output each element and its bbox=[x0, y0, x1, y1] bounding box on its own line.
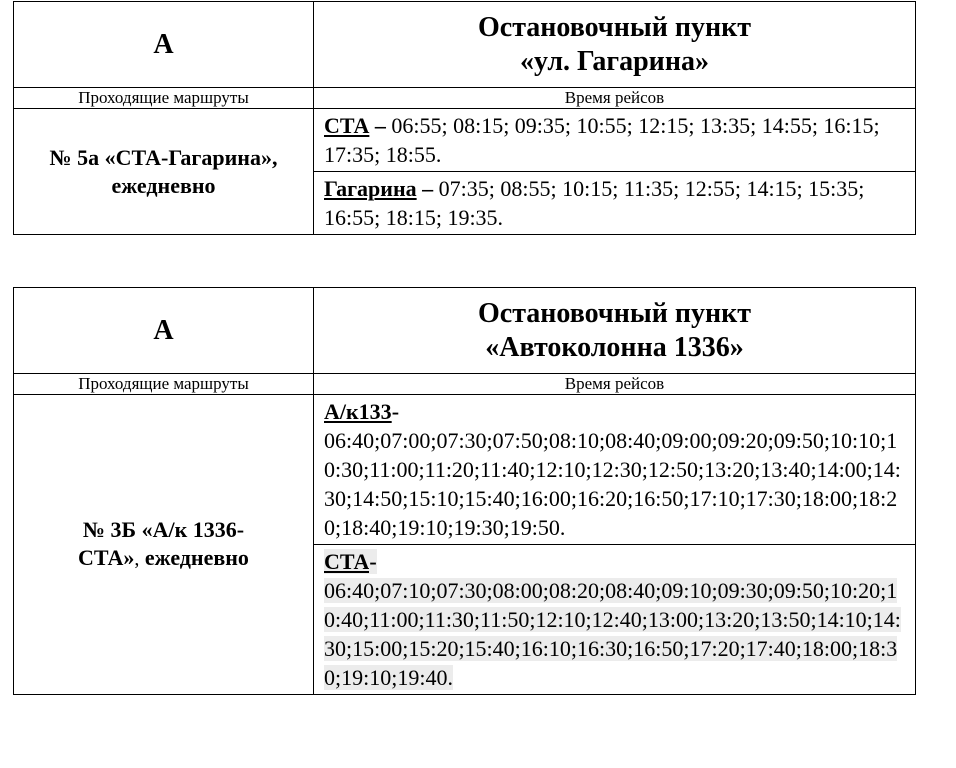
schedule-cell bbox=[314, 395, 916, 545]
stop-title bbox=[314, 288, 916, 374]
schedule-destination: А/к133 bbox=[324, 399, 392, 424]
stop-title-line1: Остановочный пункт bbox=[477, 11, 751, 43]
schedule-separator: – bbox=[369, 113, 392, 138]
stop-letter: А bbox=[14, 2, 314, 88]
stop-letter: А bbox=[14, 288, 314, 374]
stop-title-line1: Остановочный пункт bbox=[477, 297, 751, 329]
schedule-destination: СТА bbox=[324, 113, 370, 138]
header-routes: Проходящие маршруты bbox=[14, 374, 314, 395]
header-routes: Проходящие маршруты bbox=[14, 88, 314, 109]
route-line2 bbox=[14, 544, 313, 573]
schedule-cell bbox=[314, 109, 916, 172]
schedule-times: 06:55; 08:15; 09:35; 10:55; 12:15; 13:35; 14:55; 16:15; 17:35; 18:55. bbox=[324, 113, 880, 167]
schedule-destination: Гагарина bbox=[324, 176, 417, 201]
schedule-table-gagarina bbox=[13, 1, 916, 235]
route-cell bbox=[14, 109, 314, 235]
schedule-times: 06:40;07:10;07:30;08:00;08:20;08:40;09:10;09:30;09:50;10:20;10:40;11:00;11:30;11:50;12:10;12:40;13:00;13:20;13:50;14:10;14:30;15:00;15:20;15:40;16:10;16:30;16:50;17:20;17:40;18:00;18:30;19:10;19:40. bbox=[324, 578, 901, 690]
header-times: Время рейсов bbox=[314, 374, 916, 395]
stop-title-line2: «Автоколонна 1336» bbox=[485, 331, 744, 363]
route-cell bbox=[14, 395, 314, 695]
stop-title bbox=[314, 2, 916, 88]
route-line2: ежедневно bbox=[111, 172, 216, 198]
schedule-separator: - bbox=[369, 549, 377, 574]
schedule-table-avtokolonna bbox=[13, 287, 916, 695]
schedule-separator: - bbox=[391, 399, 400, 424]
schedule-cell bbox=[314, 172, 916, 235]
route-line1: № 5а «СТА-Гагарина», bbox=[49, 144, 278, 170]
schedule-destination: СТА bbox=[324, 549, 370, 574]
stop-title-line2: «ул. Гагарина» bbox=[520, 45, 709, 77]
schedule-separator: – bbox=[416, 176, 439, 201]
schedule-times: 06:40;07:00;07:30;07:50;08:10;08:40;09:00;09:20;09:50;10:10;10:30;11:00;11:20;11:40;12:10;12:30;12:50;13:20;13:40;14:00;14:30;14:50;15:10;15:40;16:00;16:20;16:50;17:10;17:30;18:00;18:20;18:40;19:10;19:30;19:50. bbox=[324, 428, 901, 540]
route-line2-comma: , bbox=[134, 548, 140, 570]
schedule-cell bbox=[314, 545, 916, 695]
schedule-times: 07:35; 08:55; 10:15; 11:35; 12:55; 14:15; 15:35; 16:55; 18:15; 19:35. bbox=[324, 176, 865, 230]
header-times: Время рейсов bbox=[314, 88, 916, 109]
route-line1: № 3Б «А/к 1336- bbox=[82, 517, 245, 542]
route-line2-c: ежедневно bbox=[139, 545, 249, 570]
route-line2-a: СТА» bbox=[78, 545, 135, 570]
